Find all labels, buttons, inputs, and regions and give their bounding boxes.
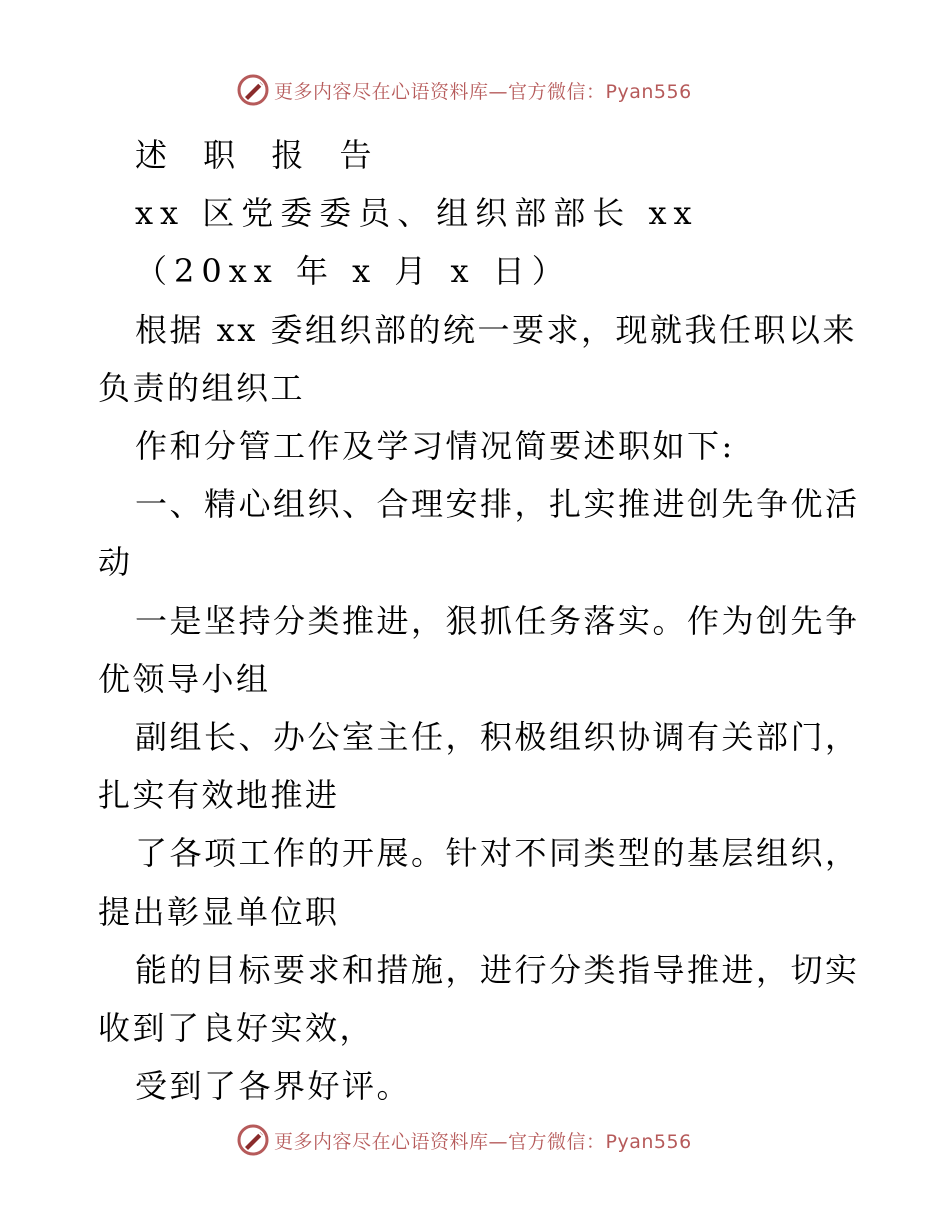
doc-line: 了各项工作的开展。针对不同类型的基层组织，: [135, 834, 860, 873]
doc-line: 收到了良好实效，: [98, 1009, 375, 1048]
doc-line: 能的目标要求和措施，进行分类指导推进，切实: [135, 950, 860, 989]
footer-banner: [236, 1122, 692, 1158]
doc-line: 负责的组织工: [98, 368, 306, 407]
banner-text: 更多内容尽在心语资料库—官方微信：Pyan556: [274, 1130, 692, 1153]
banner-text: 更多内容尽在心语资料库—官方微信：Pyan556: [274, 80, 692, 103]
doc-line: 扎实有效地推进: [98, 776, 340, 815]
doc-line: 副组长、办公室主任，积极组织协调有关部门，: [135, 718, 860, 757]
doc-line: 作和分管工作及学习情况简要述职如下:: [135, 427, 735, 466]
brand-logo-icon: [236, 73, 270, 107]
header-banner: [236, 72, 692, 108]
brand-logo-icon: [236, 1123, 270, 1157]
doc-author-line: xx 区党委委员、组织部部长 xx: [135, 194, 699, 233]
document-body: [98, 126, 858, 1115]
doc-line: 受到了各界好评。: [135, 1067, 412, 1106]
doc-title: 述 职 报 告: [135, 136, 385, 174]
doc-line: 一是坚持分类推进，狠抓任务落实。作为创先争: [135, 601, 860, 640]
doc-line: 提出彰显单位职: [98, 892, 340, 931]
doc-line: 根据 xx 委组织部的统一要求，现就我任职以来: [135, 310, 857, 349]
doc-date-line: （20xx 年 x 月 x 日）: [135, 252, 571, 291]
doc-line: 优领导小组: [98, 659, 271, 698]
doc-line: 一、精心组织、合理安排，扎实推进创先争优活: [135, 485, 860, 524]
doc-line: 动: [98, 543, 133, 582]
